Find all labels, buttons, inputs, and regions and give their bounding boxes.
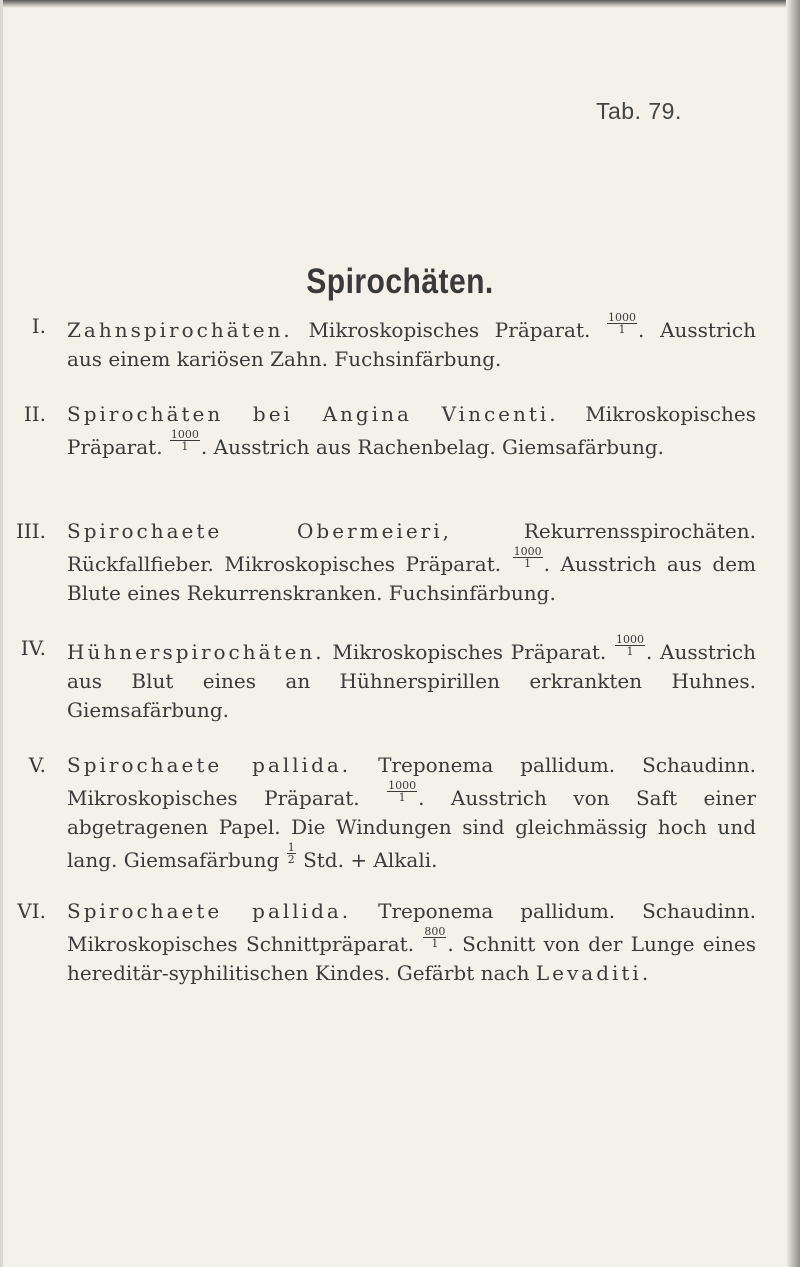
magnification-fraction (423, 926, 446, 949)
entry-numeral: IV. (20, 636, 46, 660)
fraction-denominator: 1 (181, 440, 189, 453)
entry-description: Treponema pallidum. Schaudinn. Mikroskopisches Präparat. (67, 753, 757, 810)
staining-time-fraction (287, 842, 296, 865)
scan-edge-left (0, 0, 3, 1267)
entry-3 (15, 517, 757, 608)
entry-name: Spirochaete Obermeieri, (67, 519, 452, 543)
entry-name: Spirochaete pallida. (67, 753, 352, 777)
entry-description-end: Std. + Alkali. (303, 847, 438, 872)
entry-numeral: II. (23, 402, 46, 426)
fraction-numerator: 1000 (616, 633, 644, 646)
fraction-denominator: 1 (431, 937, 439, 950)
entry-name: Hühnerspirochäten. (67, 639, 325, 664)
entry-name: Zahnspirochäten. (67, 317, 293, 342)
fraction-denominator: 1 (398, 791, 406, 804)
fraction-numerator: 1000 (388, 779, 417, 792)
entry-text (67, 897, 756, 988)
scan-edge-right (786, 0, 800, 1267)
entry-1 (31, 311, 756, 374)
fraction-numerator: 1000 (513, 545, 542, 558)
entry-numeral: III. (15, 519, 46, 543)
entry-description-rest: . Ausstrich von Saft einer abgetragenen Papel. Die Windungen sind gleichmässig hoch und lang. Giemsafärbung (67, 785, 756, 872)
fraction-denominator: 1 (626, 645, 634, 658)
page-title: Spirochäten. (306, 262, 494, 301)
entry-numeral: V. (28, 753, 46, 777)
fraction-denominator: 1 (524, 557, 532, 570)
entry-2 (23, 400, 756, 462)
entry-text (67, 517, 756, 608)
entry-numeral: VI. (17, 899, 46, 923)
scan-edge-top (0, 0, 800, 8)
entry-description: Rekurrensspirochäten. Rückfallfieber. Mikroskopisches Präparat. (67, 519, 756, 576)
entry-description-rest: . Ausstrich aus Rachenbelag. Giemsafärbung. (200, 434, 665, 459)
entry-5 (28, 751, 757, 875)
entry-numeral: I. (31, 314, 46, 338)
entry-name: Spirochäten bei Angina Vincenti. (67, 402, 559, 426)
entry-description-rest: . Ausstrich aus einem kariösen Zahn. Fuchsinfärbung. (67, 317, 756, 371)
entry-text (67, 400, 756, 462)
entry-description-rest: . Ausstrich aus dem Blute eines Rekurrenskranken. Fuchsinfärbung. (67, 551, 757, 605)
entry-text (67, 751, 756, 875)
entry-description: Mikroskopisches Präparat. (67, 402, 756, 459)
entry-description-rest: . Ausstrich aus Blut eines an Hühnerspirillen erkrankten Huhnes. Giemsafärbung. (67, 639, 756, 722)
entry-description: Mikroskopisches Präparat. (332, 639, 607, 664)
entry-text (67, 634, 756, 725)
plate-number: Tab. 79. (596, 98, 682, 124)
entry-4 (20, 633, 756, 725)
author-name: Levaditi. (535, 960, 652, 985)
fraction-numerator: 800 (424, 925, 446, 938)
entry-description: Treponema pallidum. Schaudinn. Mikroskopisches Schnittpräparat. (67, 899, 757, 956)
entry-description-rest: . Schnitt von der Lunge eines hereditär-syphilitischen Kindes. Gefärbt nach (67, 931, 756, 985)
magnification-fraction (513, 546, 543, 569)
fraction-numerator: 1 (287, 840, 295, 854)
entry-description: Mikroskopisches Präparat. (308, 317, 591, 342)
fraction-denominator: 2 (287, 852, 295, 866)
fraction-denominator: 1 (618, 323, 626, 336)
fraction-numerator: 1000 (170, 428, 199, 441)
entry-name: Spirochaete pallida. (67, 899, 352, 923)
magnification-fraction (615, 634, 645, 657)
magnification-fraction (607, 312, 637, 335)
magnification-fraction (170, 429, 200, 452)
entry-text (67, 312, 756, 374)
entry-6 (17, 897, 757, 988)
fraction-numerator: 1000 (608, 311, 637, 324)
magnification-fraction (387, 780, 417, 803)
